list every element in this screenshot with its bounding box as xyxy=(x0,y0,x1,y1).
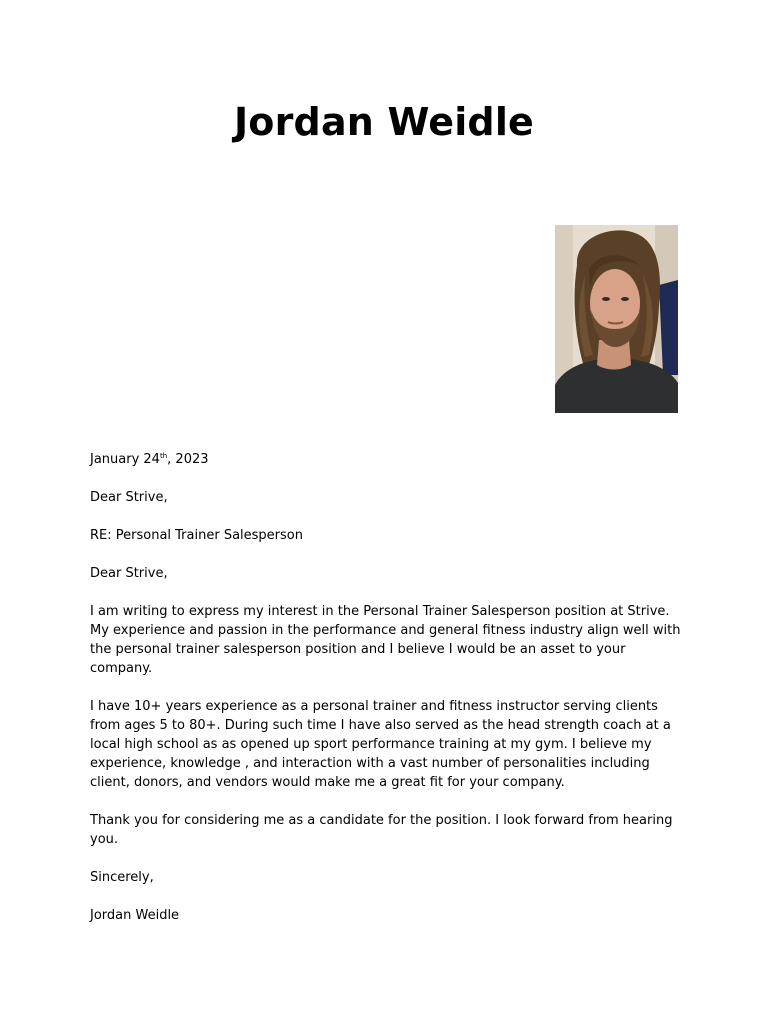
letter-body xyxy=(90,450,690,925)
greeting-first: Dear Strive, xyxy=(90,490,168,505)
closing: Sincerely, xyxy=(90,870,154,885)
date-ordinal-suffix: th xyxy=(159,452,168,460)
date-text: January 24 xyxy=(90,452,160,467)
date-year: , 2023 xyxy=(167,452,209,467)
paragraph-thanks: Thank you for considering me as a candidate for the position. I look forward from hearing you. xyxy=(90,813,673,847)
letter-date xyxy=(90,450,690,469)
signature: Jordan Weidle xyxy=(90,908,180,923)
applicant-name-heading: Jordan Weidle xyxy=(233,100,535,144)
paragraph-experience: I have 10+ years experience as a personal trainer and fitness instructor serving clients from ages 5 to 80+. During such time I have also served as the head strength coach at a local high school as as opened up sport performance training at my gym. I believe my experience, knowledge , and interaction with a vast number of personalities including client, donors, and vendors would make me a great fit for your company. xyxy=(90,699,671,790)
portrait-illustration-icon xyxy=(555,225,678,413)
paragraph-interest: I am writing to express my interest in the Personal Trainer Salesperson position at Strive. My experience and passion in the performance and general fitness industry align well with the personal trainer salesperson position and I believe I would be an asset to your company. xyxy=(90,604,681,676)
greeting-second: Dear Strive, xyxy=(90,566,168,581)
re-line: RE: Personal Trainer Salesperson xyxy=(90,528,303,543)
profile-photo xyxy=(555,225,678,413)
